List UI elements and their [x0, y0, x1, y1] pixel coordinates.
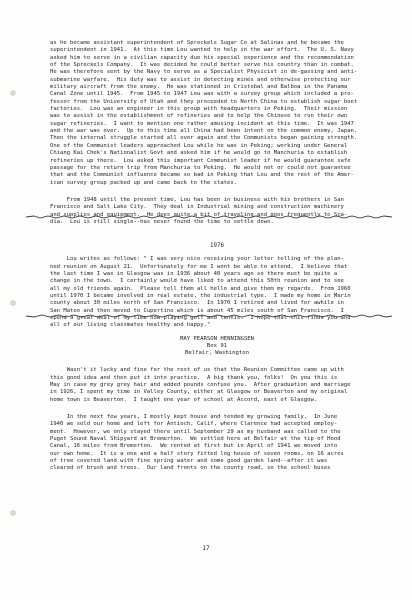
text-line: this good idea and then put it into practice. A big thank you, folks! On you this is	[50, 374, 338, 381]
text-line: all my old friends again. Please tell them all hello and give them my regards. From 1960	[50, 285, 351, 292]
text-line: superintendent in 1941. At this time Lou wanted to help in the war effort. The U. S. Navy	[50, 47, 354, 54]
text-line: ican survey group packed up and came back to the states.	[50, 179, 238, 186]
text-line: Lou writes as follows: " I was very nice receiving your letter telling of the plan-	[50, 256, 344, 263]
text-line: Chiang Kai Chek's Nationalist Govt and asked him if he would go to Manchuria to establish	[50, 150, 348, 157]
text-line: of tree covered land with fine spring water and some good garden land--after it was	[50, 458, 328, 465]
text-line: He was therefore sent by the Navy to serve as a Specialist Physicist in de-gassing and anti-	[50, 69, 358, 76]
text-line: factories. Lou was an engineer in this group with headquarters in Peking. Their mission	[50, 106, 348, 113]
contributor-city: Belfair, Washington	[185, 350, 249, 357]
text-line: sugar refineries. I want to mention one rather amusing incident at this time. It was 1947	[50, 120, 354, 127]
torn-edge-bottom-divider	[26, 314, 392, 318]
text-line: Francisco and Salt Lake City. They deal in Industrial mining and construction machinery	[50, 204, 344, 211]
torn-edge-top-divider	[26, 215, 392, 219]
text-line: Wasn't it lucky and fine for the rest of us that the Reunion Committee came up with	[50, 367, 344, 374]
paragraph-lou-business	[50, 197, 384, 226]
text-line: as he became assistant superintendent of Spreckels Sugar Co at Salinas and he became the	[50, 40, 344, 46]
text-line: Canal Zone until 1945. From 1945 to 1947 Lou was with a survey group which included a pro-	[50, 91, 354, 98]
text-line: and the war was over. Up to this time all China had been intent on the common enemy, Japan.	[50, 128, 358, 135]
page-number: 17	[202, 545, 210, 552]
text-line: spend a great deal of my time now playing golf and tennis. I hope that this finds you and	[50, 315, 351, 321]
text-line: Then the internal struggle started all over again and the Communists began gaining strength.	[50, 135, 358, 142]
text-line: passage for the return trip from Manchuria to Peking. He would not or could not guarantee	[50, 164, 351, 171]
text-line: until 1970 I became involved in real estate, the industrial type. I made my home in Marin	[50, 292, 351, 299]
text-line: ment. However, we only stayed there until September 29 as my husband was called to the	[50, 428, 341, 435]
boxed-letter-paragraph	[50, 256, 384, 329]
boxed-year-heading: 1976	[210, 243, 224, 250]
text-line: dia. Lou is still single--has never found the time to settle down.	[50, 218, 274, 225]
contributor-box: Box 91	[206, 342, 228, 349]
paragraph-lou-career	[50, 40, 384, 187]
text-line: and supplies and equipment. He does quite a bit of traveling and goes frequently to Sca-	[50, 211, 348, 218]
contributor-signature	[50, 336, 384, 358]
text-line: One of the Communist leaders approached Lou while he was in Peking; working under General	[50, 142, 348, 149]
text-line: the last time I was in Glasgow was in 1936 about 40 years ago so there must be quite a	[50, 270, 338, 277]
text-line: ned reunion on August 21. Unfortunately for me I wont be able to attend. I believe that	[50, 263, 348, 270]
text-line: Canal, 16 miles from Bremerton. We rented at first but in April of 1941 we moved into	[50, 443, 338, 450]
text-line: submarine warfare. His duty was to assist in detecting mines and otherwise protecting our	[50, 76, 351, 83]
text-line: May in case my grey grey hair and added pounds confuse you. After graduation and marriage	[50, 381, 351, 388]
text-line: our own home. It is a one and a half story fitted log house of seven rooms, on 16 acres	[50, 450, 344, 457]
text-line: refineries up there. Lou asked this important Communist leader if he would guarantee safe	[50, 157, 351, 164]
text-line: in 1926, I spent my time in Valley County, either at Glasgow or Beaverton and my original	[50, 389, 348, 396]
text-line: fessor from the University of Utah and they proceeded to North China to establish sugar beet	[50, 98, 358, 105]
text-line: all of our living classmates healthy and happy."	[50, 322, 211, 329]
text-line: cleared of brush and trees. Our land fronts on the county road, so the school buses	[50, 465, 331, 472]
text-line: From 1948 until the present time, Lou has been in business with his brothers in San	[50, 196, 344, 203]
text-line: military aircraft from the enemy. He was stationed in Cristobal and Balboa in the Panama	[50, 84, 348, 91]
text-line: In the next few years, I mostly kept house and tended my growing family. In June	[50, 414, 338, 421]
text-line: county about 30 miles north of San Francisco. In 1970 I retired and lived for awhile in	[50, 300, 344, 307]
paragraph-may-intro	[50, 367, 384, 404]
text-line: San Mateo and then moved to Cupertino which is about 45 miles south of San Francisco. I	[50, 307, 344, 314]
text-line: was to assist in the establishment of refineries and to help the Chinese to run their own	[50, 113, 348, 120]
text-line: Puget Sound Naval Shipyard at Bremerton. We settled here at Belfair at the tip of Hood	[50, 436, 341, 443]
paragraph-may-family	[50, 414, 384, 473]
text-line: of the Spreckels Company. It was decided he could better serve his country than in combat.	[50, 62, 354, 69]
text-line: 1940 we sold our home and left for Antioch, Calif, where Clarence had accepted employ-	[50, 421, 338, 428]
text-line: home town is Beaverton. I taught one year of school at Accord, east of Glasgow.	[50, 396, 318, 403]
text-line: asked him to serve in a civilian capacity due his special experience and the recommendation	[50, 54, 354, 61]
contributor-name: MAY PEARSON HENNINGSEN	[179, 335, 255, 342]
text-line: change in the town. I certainly would have liked to attend this 50th reunion and to see	[50, 278, 344, 285]
text-line: that and the Communist influence became so bad in Peking that Lou and the rest of the Amer-	[50, 172, 354, 179]
